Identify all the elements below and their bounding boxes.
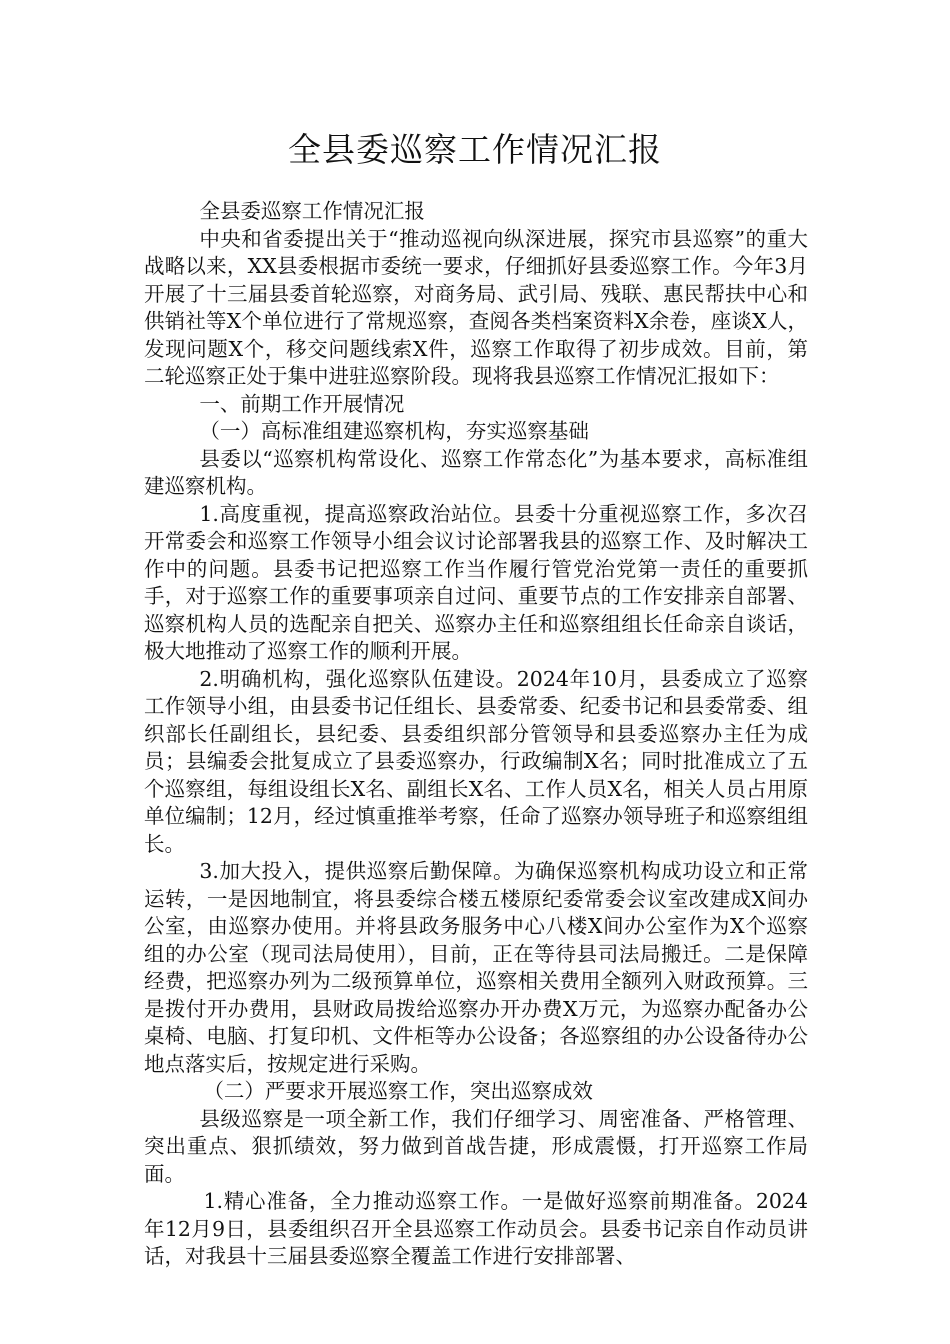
subsection-heading-2: （二）严要求开展巡察工作，突出巡察成效 — [203, 1079, 593, 1103]
paragraph-item-2: 2.明确机构，强化巡察队伍建设。2024年10月，县委成立了巡察工作领导小组，由县委书记任组长、县委常委、纪委书记和县委常委、组织部长任副组长，县纪委、县委组织部分管领导和县委巡察办主任为成员；县编委会批复成立了县委巡察办，行政编制X名；同时批准成立了五个巡察组，每组设组长X名、副组长X名、工作人员X名，相关人员占用原单位编制；12月，经过慎重推举考察，任命了巡察办领导班子和巡察组组长。 — [144, 666, 808, 856]
paragraph-item-1: 1.精心准备，全力推动巡察工作。一是做好巡察前期准备。2024年12月9日，县委组织召开全县巡察工作动员会。县委书记亲自作动员讲话，对我县十三届县委巡察全覆盖工作进行安排部署、 — [144, 1189, 808, 1268]
document-title: 全县委巡察工作情况汇报 — [288, 130, 662, 169]
document-body — [144, 198, 808, 1271]
paragraph-body: 县级巡察是一项全新工作，我们仔细学习、周密准备、严格管理、突出重点、狠抓绩效，努力做到首战告捷，形成震慑，打开巡察工作局面。 — [144, 1106, 808, 1186]
paragraph-item-1: 1.高度重视，提高巡察政治站位。县委十分重视巡察工作，多次召开常委会和巡察工作领导小组会议讨论部署我县的巡察工作、及时解决工作中的问题。县委书记把巡察工作当作履行管党治党第一责任的重要抓手，对于巡察工作的重要事项亲自过问、重要节点的工作安排亲自部署、巡察机构人员的选配亲自把关、巡察办主任和巡察组组长任命亲自谈话，极大地推动了巡察工作的顺利开展。 — [144, 501, 808, 663]
section-heading-1: 一、前期工作开展情况 — [199, 391, 405, 416]
paragraph-intro: 中央和省委提出关于“推动巡视向纵深进展，探究市县巡察”的重大战略以来，XX县委根据市委统一要求，仔细抓好县委巡察工作。今年3月开展了十三届县委首轮巡察，对商务局、武引局、残联、惠民帮扶中心和供销社等X个单位进行了常规巡察，查阅各类档案资料X余卷，座谈X人，发现问题X个，移交问题线索X件，巡察工作取得了初步成效。目前，第二轮巡察正处于集中进驻巡察阶段。现将我县巡察工作情况汇报如下： — [144, 226, 808, 388]
subsection-heading-1: （一）高标准组建巡察机构，夯实巡察基础 — [199, 419, 589, 443]
paragraph-item-3: 3.加大投入，提供巡察后勤保障。为确保巡察机构成功设立和正常运转，一是因地制宜，将县委综合楼五楼原纪委常委会议室改建成X间办公室，由巡察办使用。并将县政务服务中心八楼X间办公室作为X个巡察组的办公室（现司法局使用），目前，正在等待县司法局搬迁。二是保障经费，把巡察办列为二级预算单位，巡察相关费用全额列入财政预算。三是拨付开办费用，县财政局拨给巡察办开办费X万元，为巡察办配备办公桌椅、电脑、打复印机、文件柜等办公设备；各巡察组的办公设备待办公地点落实后，按规定进行采购。 — [144, 859, 808, 1076]
paragraph-body: 县委以“巡察机构常设化、巡察工作常态化”为基本要求，高标准组建巡察机构。 — [144, 446, 808, 498]
paragraph-heading-repeat: 全县委巡察工作情况汇报 — [199, 199, 425, 223]
